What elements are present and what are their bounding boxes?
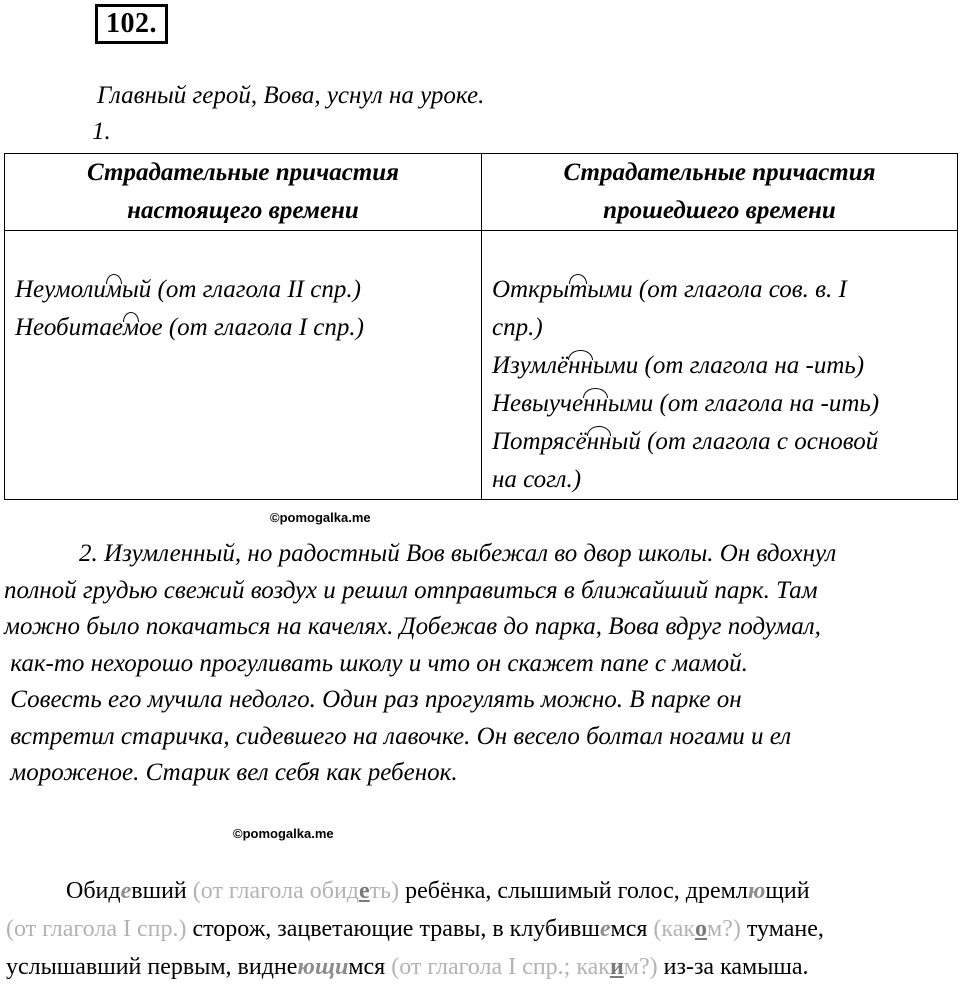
col2-header-line1: Страдательные причастия xyxy=(563,159,876,186)
suffix-arc: м xyxy=(123,309,139,347)
paragraph-line: 2. Изумленный, но радостный Вов выбежал во двор школы. Он вдохнул xyxy=(4,540,837,567)
watermark: ©pomogalka.me xyxy=(270,510,371,525)
participle-row: Открытыми (от глагола сов. в. I xyxy=(492,271,947,309)
watermark: ©pomogalka.me xyxy=(233,826,334,841)
table-body-row xyxy=(5,231,958,500)
task-1-label: 1. xyxy=(92,118,111,145)
suffix-arc: м xyxy=(106,271,122,309)
paragraph-2 xyxy=(4,536,958,792)
suffix-arc: нн xyxy=(583,385,608,423)
paragraph-line: Совесть его мучила недолго. Один раз прогулять можно. В парке он xyxy=(4,686,742,713)
paragraph-line: Обидевший (от глагола обидеть) ребёнка, слышимый голос, дремлющий xyxy=(6,878,810,904)
table-header-row xyxy=(5,154,958,231)
col1-header xyxy=(5,154,482,231)
col2-cell xyxy=(482,231,958,500)
intro-sentence: Главный герой, Вова, уснул на уроке. xyxy=(97,82,485,109)
participle-row: Неумолимый (от глагола II спр.) xyxy=(15,271,471,309)
paragraph-line: мороженое. Старик вел себя как ребенок. xyxy=(4,759,458,786)
paragraph-3 xyxy=(6,872,956,986)
paragraph-line: можно было покачаться на качелях. Добежав до парка, Вова вдруг подумал, xyxy=(4,613,821,640)
suffix-arc: нн xyxy=(587,423,612,461)
paragraph-line: как-то нехорошо прогуливать школу и что он скажет папе с мамой. xyxy=(4,649,748,677)
col1-header-line1: Страдательные причастия xyxy=(86,159,400,186)
paragraph-line: встретил старичка, сидевшего на лавочке. Он весело болтал ногами и ел xyxy=(4,722,792,750)
col2-header xyxy=(482,154,958,231)
participle-row: на согл.) xyxy=(492,466,582,493)
col2-header-line2: прошедшего времени xyxy=(603,197,836,224)
participle-row: Необитаемое (от глагола I спр.) xyxy=(15,309,471,347)
participle-row: Изумлёнными (от глагола на -ить) xyxy=(492,347,947,385)
suffix-arc: т xyxy=(569,271,587,309)
exercise-number: 102. xyxy=(95,4,168,44)
paragraph-line: полной грудью свежий воздух и решил отправиться в ближайший парк. Там xyxy=(4,576,818,604)
col1-cell xyxy=(5,231,482,500)
participle-row: Невыученными (от глагола на -ить) xyxy=(492,385,947,423)
participles-table xyxy=(4,153,958,500)
participle-row: спр.) xyxy=(492,314,543,341)
suffix-arc: нн xyxy=(568,347,593,385)
col1-header-line2: настоящего времени xyxy=(127,197,359,224)
paragraph-line: услышавший первым, виднеющимся (от глагола I спр.; каким?) из-за камыша. xyxy=(6,954,809,980)
paragraph-line: (от глагола I спр.) сторож, зацветающие травы, в клубившемся (каком?) тумане, xyxy=(6,916,824,942)
participle-row: Потрясённый (от глагола с основой xyxy=(492,423,947,461)
